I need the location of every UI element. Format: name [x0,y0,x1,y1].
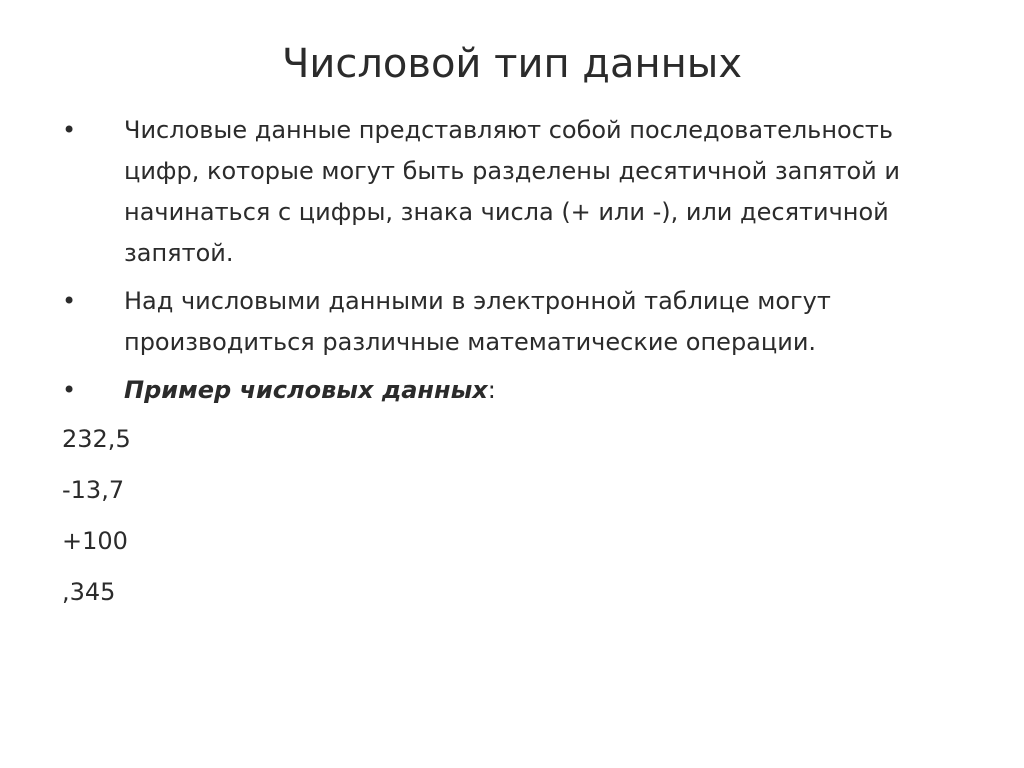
example-number: 232,5 [62,425,131,453]
bullet-item [62,281,962,363]
bullet-text: Числовые данные представляют собой последовательность цифр, которые могут быть разделены десятичной запятой и начинаться с цифры, знака числа (+ или -), или десятичной запятой. [124,116,900,267]
example-number: -13,7 [62,476,125,504]
bullet-dot-icon: • [62,287,77,315]
slide-title: Числовой тип данных [281,41,743,87]
bullet-suffix: : [487,376,496,404]
bullet-item [62,370,962,411]
example-number: +100 [62,527,128,555]
bullet-dot-icon: • [62,376,77,404]
bullet-item [62,110,962,274]
example-number-list [62,414,131,618]
bullet-text: Над числовыми данными в электронной таблице могут производиться различные математические операции. [124,287,831,356]
bullet-emphasis-text: Пример числовых данных [124,376,488,404]
bullet-dot-icon: • [62,116,77,144]
example-number: ,345 [62,578,116,606]
bullet-list [62,110,962,418]
